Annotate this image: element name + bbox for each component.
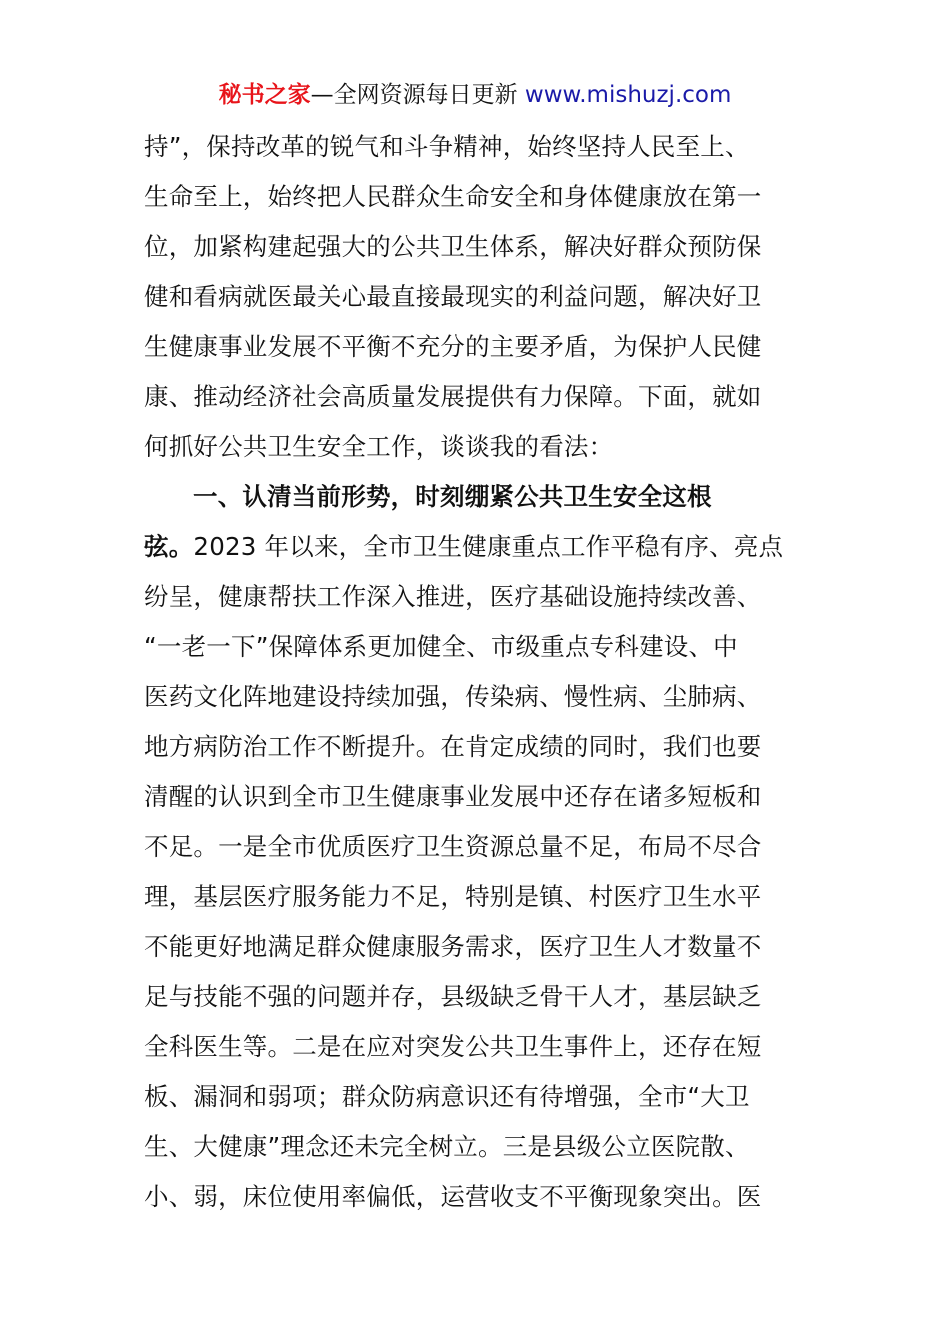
paragraph-line: 纷呈，健康帮扶工作深入推进，医疗基础设施持续改善、 [144,582,762,611]
paragraph-line: 清醒的认识到全市卫生健康事业发展中还存在诸多短板和 [144,782,762,811]
paragraph-line: 足与技能不强的问题并存，县级缺乏骨干人才，基层缺乏 [144,982,762,1011]
paragraph-line: 板、漏洞和弱项；群众防病意识还有待增强，全市“大卫 [144,1082,750,1111]
section-heading-continuation [144,522,814,572]
paragraph-line: 何抓好公共卫生安全工作，谈谈我的看法： [144,432,614,461]
paragraph-line: 康、推动经济社会高质量发展提供有力保障。下面，就如 [144,382,762,411]
paragraph-line: 健和看病就医最关心最直接最现实的利益问题，解决好卫 [144,282,762,311]
section-heading-end: 弦。 [144,532,194,561]
paragraph-line: “一老一下”保障体系更加健全、市级重点专科建设、中 [144,632,738,661]
paragraph-line: 全科医生等。二是在应对突发公共卫生事件上，还存在短 [144,1032,762,1061]
paragraph-line: 位，加紧构建起强大的公共卫生体系，解决好群众预防保 [144,232,762,261]
paragraph-line: 不能更好地满足群众健康服务需求，医疗卫生人才数量不 [144,932,762,961]
site-url-link[interactable]: www.mishuzj.com [524,82,732,108]
section-heading: 一、认清当前形势，时刻绷紧公共卫生安全这根 [193,482,712,511]
paragraph-line: 地方病防治工作不断提升。在肯定成绩的同时，我们也要 [144,732,762,761]
paragraph-line: 不足。一是全市优质医疗卫生资源总量不足，布局不尽合 [144,832,762,861]
paragraph-line: 生、大健康”理念还未完全树立。三是县级公立医院散、 [144,1132,750,1161]
brand-name: 秘书之家 [218,82,311,108]
header-tagline: —全网资源每日更新 [310,82,525,108]
site-header [0,80,950,110]
paragraph-line: 理，基层医疗服务能力不足，特别是镇、村医疗卫生水平 [144,882,762,911]
paragraph-line: 医药文化阵地建设持续加强，传染病、慢性病、尘肺病、 [144,682,762,711]
paragraph-line: 持”，保持改革的锐气和斗争精神，始终坚持人民至上、 [144,132,750,161]
paragraph-text: 2023 年以来，全市卫生健康重点工作平稳有序、亮点 [193,532,784,561]
paragraph-line: 小、弱，床位使用率偏低，运营收支不平衡现象突出。医 [144,1182,762,1211]
paragraph-line: 生健康事业发展不平衡不充分的主要矛盾，为保护人民健 [144,332,762,361]
document-body [144,122,814,1222]
paragraph-line: 生命至上，始终把人民群众生命安全和身体健康放在第一 [144,182,762,211]
